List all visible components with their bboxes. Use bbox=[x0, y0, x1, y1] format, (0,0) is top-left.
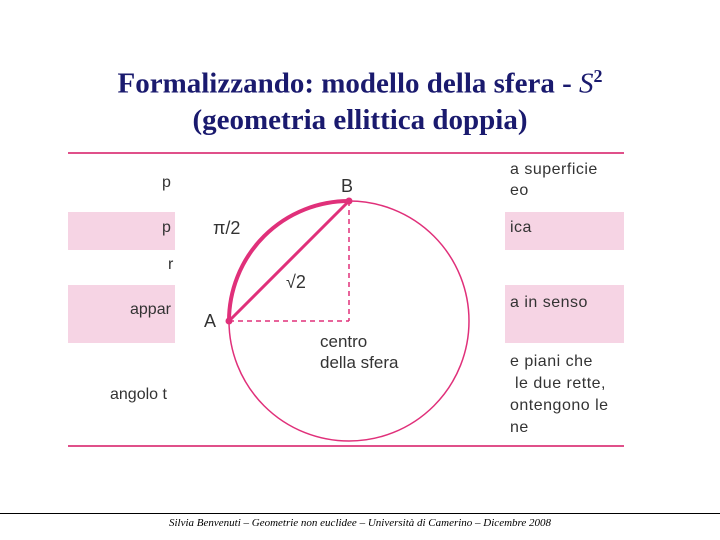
center-label-line2: della sfera bbox=[320, 353, 399, 372]
sphere-diagram-svg bbox=[175, 155, 505, 445]
table-rule-top bbox=[68, 152, 624, 154]
sphere-symbol: S bbox=[579, 67, 594, 100]
point-b-marker bbox=[346, 198, 353, 205]
arc-length-label: π/2 bbox=[213, 218, 241, 238]
title-text: Formalizzando: modello della sfera - bbox=[117, 67, 579, 100]
point-a-marker bbox=[226, 318, 233, 325]
table-rule-bottom bbox=[68, 445, 624, 447]
chord-length-label: √2 bbox=[286, 272, 306, 292]
footer-divider bbox=[0, 513, 720, 514]
table-cell-right: ica bbox=[510, 219, 532, 236]
table-cell-right: ontengono le bbox=[510, 397, 609, 414]
table-cell-left: p bbox=[162, 174, 171, 191]
footer-credit: Silvia Benvenuti – Geometrie non euclidee – Università di Camerino – Dicembre 2008 bbox=[168, 517, 552, 529]
title-line-1 bbox=[0, 58, 720, 102]
table-cell-right: eo bbox=[510, 182, 529, 199]
table-cell-left: p bbox=[162, 219, 171, 236]
center-label-line1: centro bbox=[320, 332, 368, 351]
table-cell-left: r bbox=[168, 256, 174, 273]
table-cell-right: ne bbox=[510, 419, 529, 436]
sphere-exponent: 2 bbox=[593, 66, 603, 86]
table-cell-right: a superficie bbox=[510, 161, 598, 178]
title-line-2: (geometria ellittica doppia) bbox=[192, 103, 528, 136]
point-a-label: A bbox=[204, 311, 217, 331]
slide-title bbox=[0, 58, 720, 138]
table-cell-right: e piani che bbox=[510, 353, 593, 370]
sphere-diagram bbox=[175, 155, 505, 445]
table-cell-right: le due rette, bbox=[515, 375, 606, 392]
table-cell-right: a in senso bbox=[510, 294, 588, 311]
table-cell-left: appar bbox=[130, 301, 171, 318]
table-cell-left: angolo t bbox=[110, 386, 167, 403]
point-b-label: B bbox=[341, 176, 354, 196]
